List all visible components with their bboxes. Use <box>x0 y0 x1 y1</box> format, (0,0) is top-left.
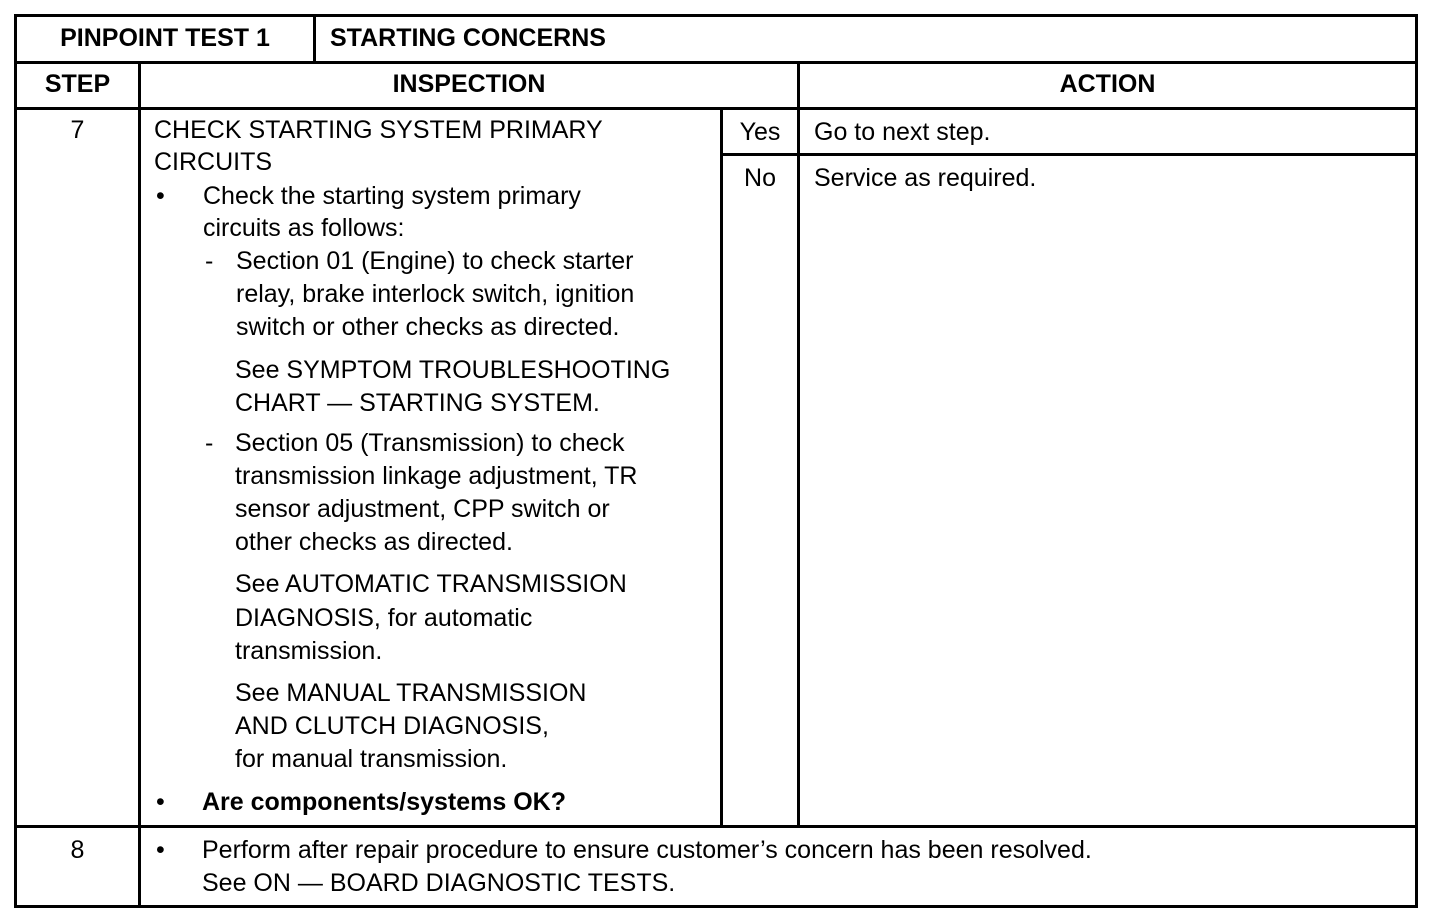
step-7-heading-line-1: CHECK STARTING SYSTEM PRIMARY <box>154 116 603 144</box>
step-7-question: Are components/systems OK? <box>202 788 566 816</box>
step-number-8: 8 <box>70 836 85 864</box>
bullet-icon: • <box>156 788 165 816</box>
step-7-engine-line-1: Section 01 (Engine) to check starter <box>236 247 634 275</box>
step-7-bullet-line-1: Check the starting system primary <box>203 182 581 210</box>
bullet-icon: • <box>156 836 165 864</box>
step-7-bullet-line-2: circuits as follows: <box>203 214 405 242</box>
column-header-action: ACTION <box>1059 70 1156 98</box>
rule-below-columns <box>14 107 1418 110</box>
step-7-transmission-line-3: sensor adjustment, CPP switch or <box>235 495 610 523</box>
step-7-see-automatic-line-1: See AUTOMATIC TRANSMISSION <box>235 570 627 598</box>
step-7-see-manual-line-3: for manual transmission. <box>235 745 508 773</box>
rule-above-step-8 <box>14 825 1418 828</box>
answer-yes: Yes <box>739 118 781 146</box>
action-no: Service as required. <box>814 164 1037 192</box>
step-7-see-manual-line-2: AND CLUTCH DIAGNOSIS, <box>235 712 549 740</box>
step-7-transmission-line-2: transmission linkage adjustment, TR <box>235 462 638 490</box>
answer-no: No <box>744 164 776 192</box>
dash-icon: - <box>205 429 214 457</box>
step-7-transmission-line-1: Section 05 (Transmission) to check <box>235 429 625 457</box>
step-8-line-1: Perform after repair procedure to ensure customer’s concern has been resolved. <box>202 836 1092 864</box>
step-7-see-symptom-line-2: CHART — STARTING SYSTEM. <box>235 389 600 417</box>
rule-inspection-column <box>797 61 800 828</box>
step-7-see-manual-line-1: See MANUAL TRANSMISSION <box>235 679 587 707</box>
rule-title-divider <box>313 14 316 63</box>
action-yes: Go to next step. <box>814 118 991 146</box>
test-subject: STARTING CONCERNS <box>330 24 606 52</box>
rule-below-title <box>14 61 1418 64</box>
bullet-icon: • <box>156 182 165 210</box>
test-title: PINPOINT TEST 1 <box>60 24 270 52</box>
step-7-see-symptom-line-1: See SYMPTOM TROUBLESHOOTING <box>235 356 671 384</box>
column-header-step: STEP <box>44 70 111 98</box>
step-7-transmission-line-4: other checks as directed. <box>235 528 513 556</box>
step-7-engine-line-2: relay, brake interlock switch, ignition <box>236 280 635 308</box>
step-7-see-automatic-line-3: transmission. <box>235 637 383 665</box>
step-7-engine-line-3: switch or other checks as directed. <box>236 313 620 341</box>
rule-between-outcomes <box>721 153 1418 156</box>
rule-step-column <box>138 61 141 908</box>
step-7-heading-line-2: CIRCUITS <box>154 148 273 176</box>
step-8-line-2: See ON — BOARD DIAGNOSTIC TESTS. <box>202 869 676 897</box>
column-header-inspection: INSPECTION <box>392 70 546 98</box>
dash-icon: - <box>205 247 214 275</box>
rule-answer-column <box>720 107 723 828</box>
step-number-7: 7 <box>70 116 85 144</box>
step-7-see-automatic-line-2: DIAGNOSIS, for automatic <box>235 604 533 632</box>
